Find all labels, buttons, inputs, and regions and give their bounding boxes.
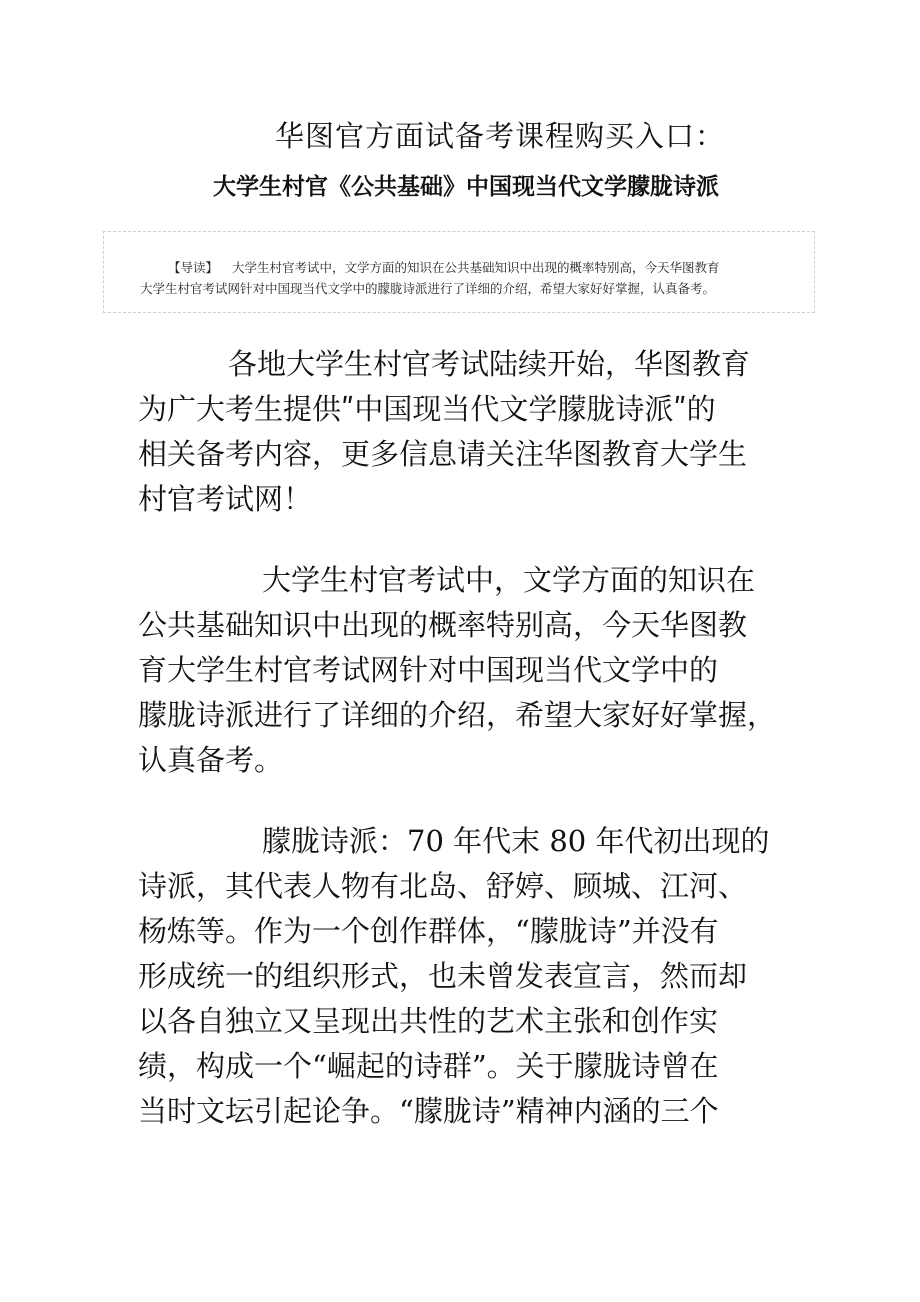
paragraph-line: 认真备考。	[138, 743, 284, 777]
paragraph-line: 各地大学生村官考试陆续开始，华图教育	[228, 347, 751, 381]
paragraph-overview	[138, 558, 798, 783]
paragraph-line: 大学生村官考试中，文学方面的知识在	[262, 563, 756, 597]
paragraph-line: 公共基础知识中出现的概率特别高，今天华图教	[138, 608, 748, 642]
paragraph-line: 当时文坛引起论争。“朦胧诗”精神内涵的三个	[138, 1094, 719, 1128]
paragraph-line: 诗派，其代表人物有北岛、舒婷、顾城、江河、	[138, 869, 748, 903]
lead-line-1	[104, 257, 814, 278]
paragraph-intro	[138, 342, 798, 522]
paragraph-line: 相关备考内容，更多信息请关注华图教育大学生	[138, 437, 748, 471]
lead-tag: 【导读】	[168, 260, 219, 275]
paragraph-menglong	[138, 819, 798, 1134]
lead-text-2: 大学生村官考试网针对中国现当代文学中的朦胧诗派进行了详细的介绍，希望大家好好掌握，认真备考。	[140, 281, 716, 296]
paragraph-line: 为广大考生提供ʺ中国现当代文学朦胧诗派ʺ的	[138, 392, 716, 426]
paragraph-line: 朦胧诗派：70 年代末 80 年代初出现的	[262, 824, 770, 858]
lead-summary-box	[103, 231, 815, 313]
paragraph-line: 形成统一的组织形式，也未曾发表宣言，然而却	[138, 959, 748, 993]
paragraph-line: 绩，构成一个“崛起的诗群”。关于朦胧诗曾在	[138, 1049, 719, 1083]
paragraph-line: 以各自独立又呈现出共性的艺术主张和创作实	[138, 1004, 719, 1038]
paragraph-line: 育大学生村官考试网针对中国现当代文学中的	[138, 653, 719, 687]
paragraph-line: 村官考试网！	[138, 482, 313, 516]
lead-text-1: 大学生村官考试中，文学方面的知识在公共基础知识中出现的概率特别高，今天华图教育	[232, 260, 720, 275]
paragraph-line: 杨炼等。作为一个创作群体，“朦胧诗”并没有	[138, 914, 719, 948]
article-subtitle: 大学生村官《公共基础》中国现当代文学朦胧诗派	[213, 174, 719, 200]
paragraph-line: 朦胧诗派进行了详细的介绍，希望大家好好掌握，	[138, 698, 777, 732]
page-title: 华图官方面试备考课程购买入口：	[274, 119, 725, 153]
